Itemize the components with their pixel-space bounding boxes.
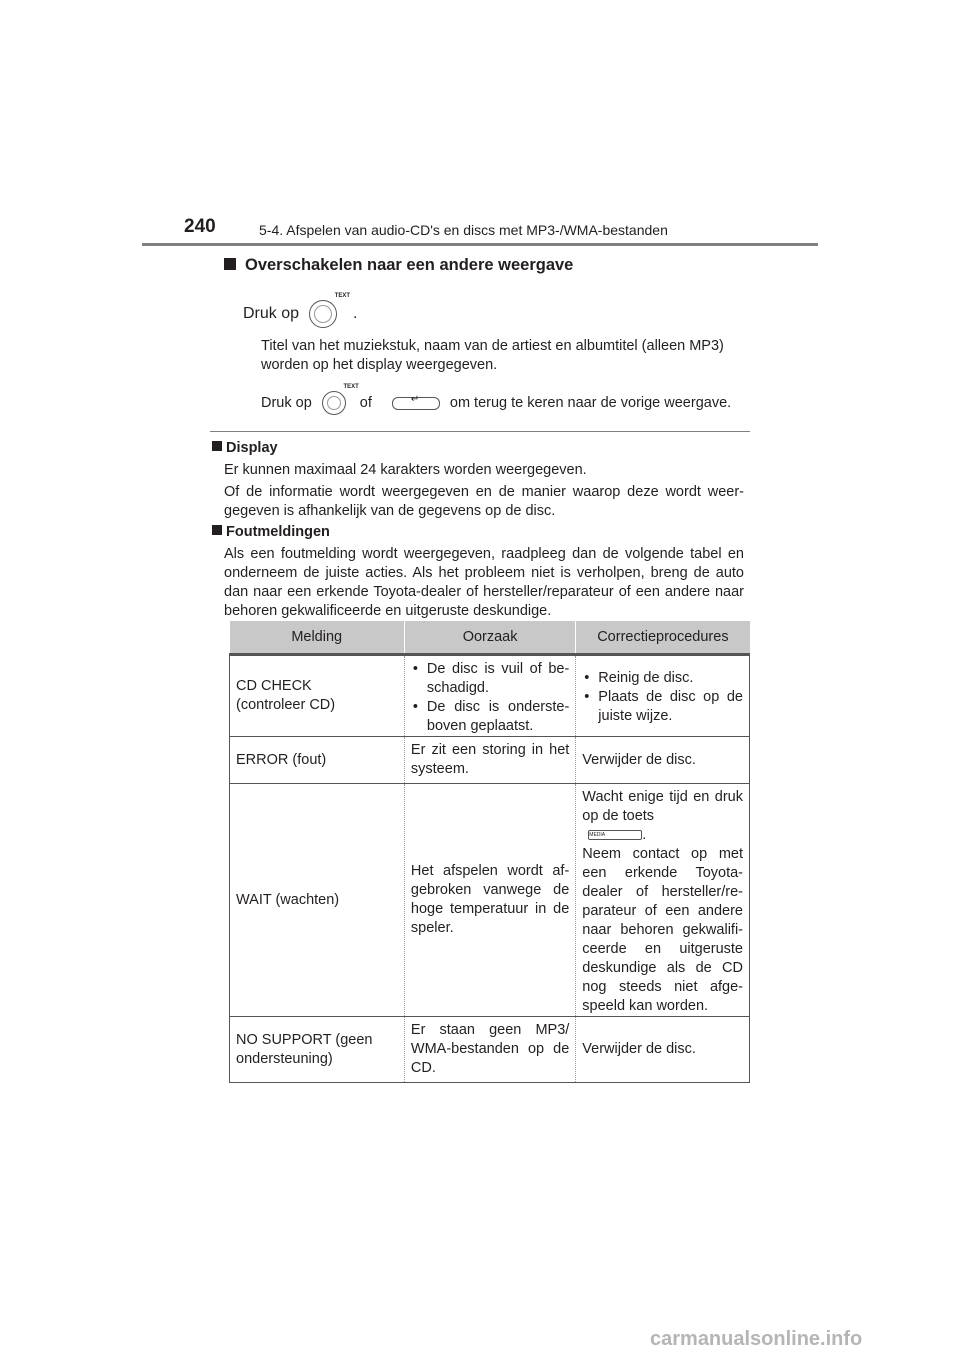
- return-note: [261, 384, 732, 415]
- table-row: [230, 1017, 750, 1083]
- text-knob-label: TEXT: [334, 293, 351, 299]
- header-correctie: Correctieprocedures: [576, 621, 750, 655]
- cell-oorzaak: Er staan geen MP3/ WMA-bestanden op de CD.: [404, 1017, 575, 1083]
- errors-intro: Als een foutmelding wordt weergegeven, raadpleeg dan de volgende tabel en onderneem de juiste acties. Als het probleem niet is verholpen, breng de auto dan naar een erkende Toyota-dealer of hersteller/reparateur of een andere naar behoren gekwalificeerde en uitgeruste deskundige.: [224, 546, 744, 619]
- square-bullet-icon: [212, 525, 222, 535]
- error-table: [229, 621, 750, 1083]
- cell-correctie: [576, 655, 750, 737]
- list-item: • De disc is onderste-boven geplaatst.: [411, 698, 569, 736]
- text-knob-label-small: TEXT: [343, 384, 359, 390]
- cell-oorzaak: Het afspelen wordt af-gebroken vanwege de hoge temperatuur in de speler.: [404, 784, 575, 1017]
- step-note: Titel van het muziekstuk, naam van de artiest en albumtitel (alleen MP3) worden op het display weergegeven.: [261, 338, 724, 373]
- back-button-icon: [392, 397, 440, 410]
- display-heading: [212, 440, 278, 456]
- header-oorzaak: Oorzaak: [404, 621, 575, 655]
- list-item: • Plaats de disc op de juiste wijze.: [582, 688, 743, 726]
- table-row: [230, 737, 750, 784]
- text-knob-icon: [309, 293, 351, 328]
- errors-heading-text: Foutmeldingen: [226, 524, 330, 540]
- cell-melding: [230, 655, 405, 737]
- table-header-row: [230, 621, 750, 655]
- cell-melding: WAIT (wachten): [230, 784, 405, 1017]
- list-item: • Reinig de disc.: [582, 669, 743, 688]
- square-bullet-icon: [212, 441, 222, 451]
- cell-oorzaak: Er zit een storing in het systeem.: [404, 737, 575, 784]
- cell-correctie: [576, 784, 750, 1017]
- table-row: [230, 655, 750, 737]
- melding-text: NO SUPPORT (geen ondersteuning): [236, 1031, 373, 1067]
- cell-correctie: Verwijder de disc.: [576, 737, 750, 784]
- step-prefix: Druk op: [243, 305, 300, 322]
- text-knob-icon-small: [322, 384, 359, 415]
- return-note-middle: of: [359, 395, 372, 411]
- media-button-icon: MEDIA: [588, 830, 642, 840]
- header-melding: Melding: [230, 621, 405, 655]
- display-heading-text: Display: [226, 440, 278, 456]
- correctie-text-b: .: [642, 827, 647, 843]
- list-item: • De disc is vuil of be-schadigd.: [411, 660, 569, 698]
- watermark: carmanualsonline.info: [650, 1328, 863, 1350]
- table-row: [230, 784, 750, 1017]
- step-instruction: [243, 293, 358, 328]
- cell-melding: [230, 1017, 405, 1083]
- step-suffix: .: [353, 305, 358, 322]
- display-paragraph-1: Er kunnen maximaal 24 karakters worden weergegeven.: [224, 462, 587, 478]
- square-bullet-icon: [224, 258, 236, 270]
- display-paragraph-2: Of de informatie wordt weergegeven en de manier waarop deze wordt weer-gegeven is afhankelijk van de gegevens op de disc.: [224, 484, 744, 519]
- section-divider: [210, 431, 750, 432]
- header-divider: [142, 243, 818, 246]
- page-number: 240: [184, 216, 216, 237]
- return-note-prefix: Druk op: [261, 395, 312, 411]
- cell-correctie: Verwijder de disc.: [576, 1017, 750, 1083]
- cell-melding: ERROR (fout): [230, 737, 405, 784]
- errors-heading: [212, 524, 330, 540]
- correctie-text-a: Wacht enige tijd en druk op de toets: [582, 789, 743, 824]
- return-note-suffix: om terug te keren naar de vorige weergave.: [449, 395, 732, 411]
- section-title: Overschakelen naar een andere weergave: [245, 256, 574, 274]
- section-heading: [224, 256, 573, 275]
- melding-text: CD CHECK (controleer CD): [236, 678, 336, 713]
- correctie-text-c: Neem contact op met een erkende Toyota-dealer of hersteller/re-parateur of een andere naar behoren gekwalifi-ceerde en uitgeruste deskundige als de CD nog steeds niet afge-speeld kan worden.: [582, 846, 743, 1014]
- chapter-title: 5-4. Afspelen van audio-CD's en discs met MP3-/WMA-bestanden: [259, 222, 668, 238]
- cell-oorzaak: [404, 655, 575, 737]
